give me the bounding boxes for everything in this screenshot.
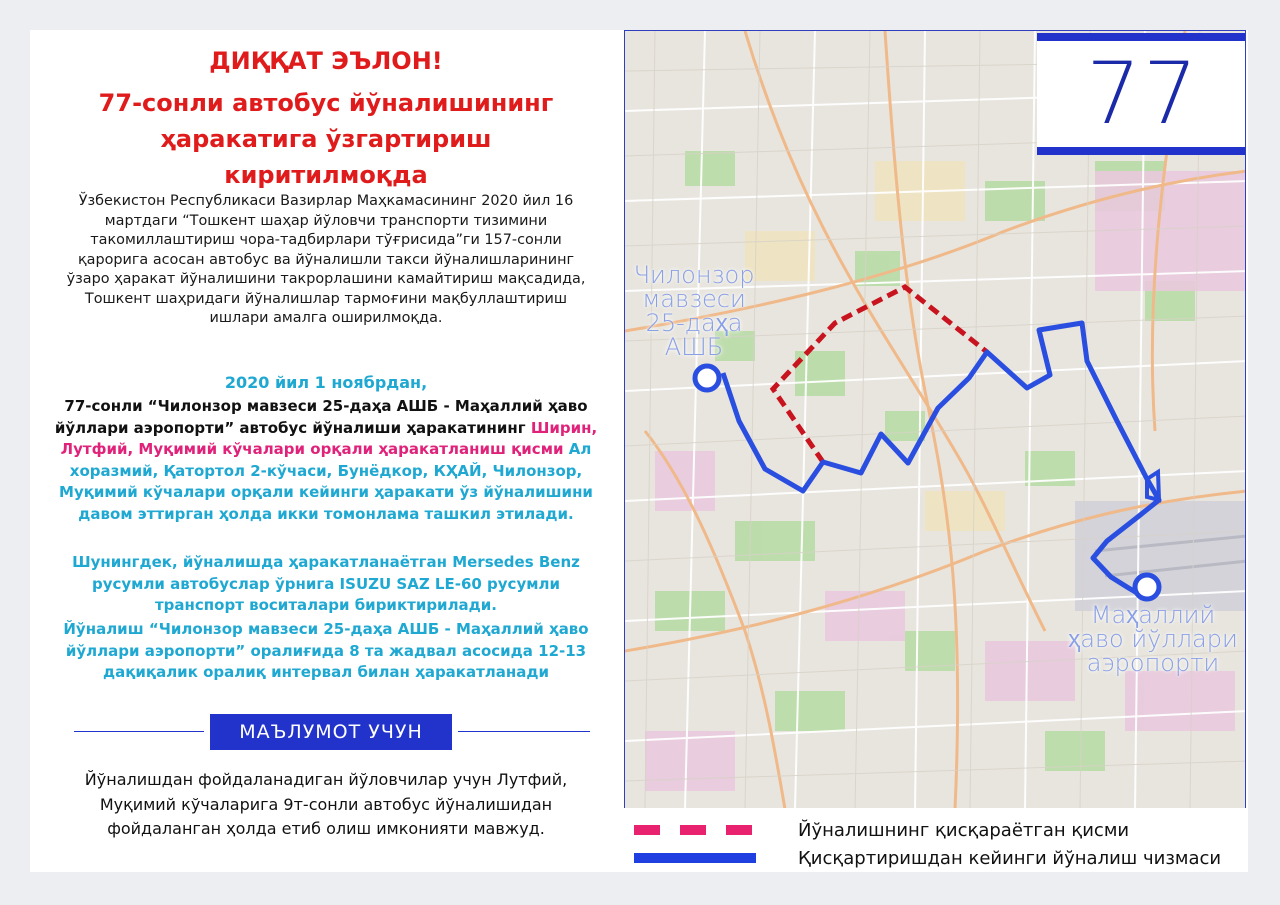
map-panel <box>622 30 1248 872</box>
new-segment-text: Ал хоразмий, Қатортол 2-кўчаси, Бунёдкор, КҲАЙ, Чилонзор, Муқимий кўчалари орқали кейинги ҳаракати ўз йўналишини давом эттирган ҳолда икки томонлама ташкил этилади. <box>59 440 593 523</box>
legend-removed <box>634 816 1129 844</box>
interval-info-text: Йўналиш “Чилонзор мавзеси 25-даҳа АШБ - Маҳаллий ҳаво йўллари аэропорти” оралиғида 8 та жадвал асосида 12-13 дақиқалик оралиқ интервал билан ҳаракатланади <box>63 620 589 682</box>
notice-title: ДИҚҚАТ ЭЪЛОН! <box>209 47 443 75</box>
notice-subtitle: 77-сонли автобус йўналишининг ҳаракатига ўзгартириш киритилмоқда <box>98 89 554 189</box>
end-stop-label: Маҳаллий ҳаво йўллари аэропорти <box>1068 601 1238 677</box>
bus-info-text: Шунингдек, йўналишда ҳаракатланаётган Mersedes Benz русумли автобуслар ўрнига ISUZU SAZ LE-60 русумли транспорт воситалари бириктирилади. <box>72 553 580 615</box>
map-background <box>625 31 1246 872</box>
route-sentence: 77-сонли “Чилонзор мавзеси 25-даҳа АШБ - Маҳаллий ҳаво йўллари аэропорти” автобус йўналиши ҳаракатининг <box>54 397 588 437</box>
solid-line-swatch <box>634 853 756 863</box>
legend-removed-label: Йўналишнинг қисқараётган қисми <box>798 819 1130 841</box>
route-number: 77 <box>1086 44 1200 144</box>
map-legend <box>624 808 1246 872</box>
route-map <box>624 30 1246 872</box>
notice-panel <box>30 30 622 872</box>
route-number-box <box>1037 33 1246 155</box>
legend-new <box>634 844 1221 872</box>
start-stop-marker <box>695 366 719 390</box>
info-divider-left <box>74 731 204 732</box>
start-stop-label: Чилонзор мавзеси 25-даҳа АШБ <box>633 261 755 361</box>
footer-text: Йўналишдан фойдаланадиган йўловчилар учун Лутфий, Муқимий кўчаларига 9т-сонли автобус йўналишидан фойдаланган ҳолда етиб олиш имконияти мавжуд. <box>84 770 568 838</box>
dashed-line-swatch <box>634 825 756 835</box>
route-change-text <box>50 396 602 526</box>
removed-segment-text: Ширин, Лутфий, Муқимий кўчалари орқали ҳаракатланиш қисми <box>60 418 598 459</box>
info-divider-right <box>458 731 590 732</box>
end-stop-marker <box>1135 575 1159 599</box>
legend-new-label: Қисқартиришдан кейинги йўналиш чизмаси <box>798 847 1222 869</box>
info-heading: МАЪЛУМОТ УЧУН <box>210 714 452 750</box>
notice-intro: Ўзбекистон Республикаси Вазирлар Маҳкамасининг 2020 йил 16 мартдаги “Тошкент шаҳар йўловчи транспорти тизимини такомиллаштириш чора-тадбирлари тўғрисида”ги 157-сонли қарорига асосан автобус ва йўналишли такси йўналишларининг ўзаро ҳаракат йўналишини такрорлашини камайтириш мақсадида, Тошкент шаҳридаги йўналишлар тармоғини мақбуллаштириш ишлари амалга оширилмоқда. <box>66 193 586 326</box>
effective-date: 2020 йил 1 ноябрдан, <box>224 373 428 392</box>
